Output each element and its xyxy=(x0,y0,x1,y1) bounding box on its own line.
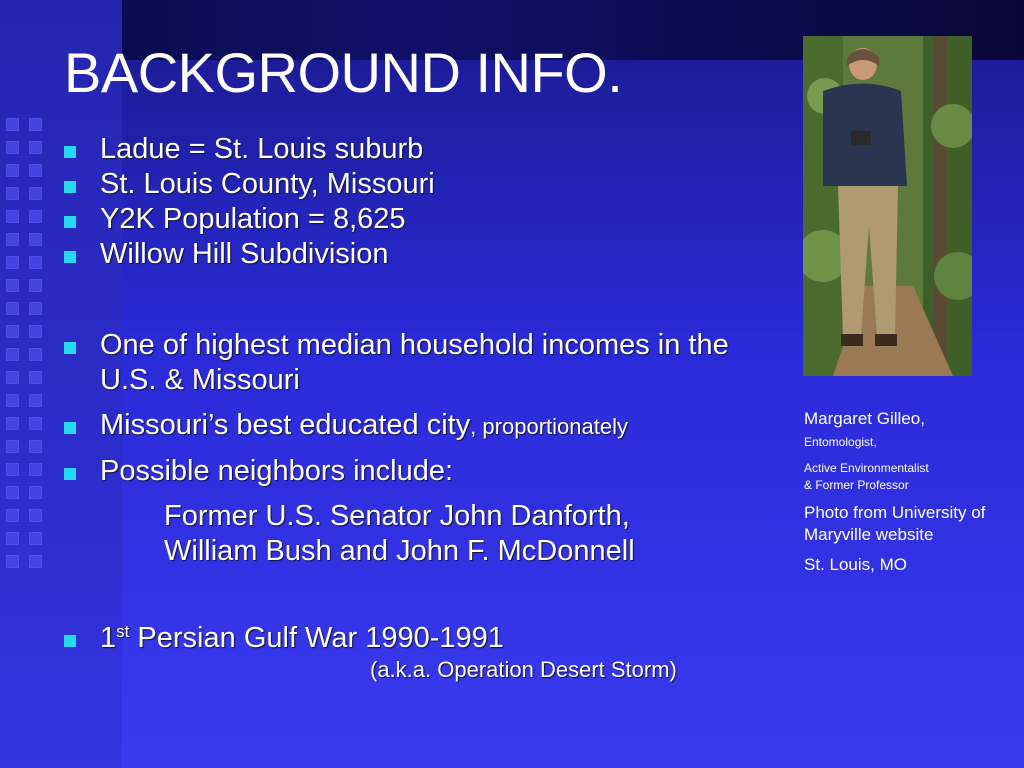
caption-roles: Active Environmentalist & Former Professor xyxy=(804,461,929,492)
square-bullet-icon xyxy=(64,422,76,434)
square-bullet-icon xyxy=(64,468,76,480)
bullet-item: Y2K Population = 8,625 xyxy=(62,202,772,237)
square-bullet-icon xyxy=(64,342,76,354)
portrait-photo xyxy=(803,36,972,376)
portrait-photo-illustration xyxy=(803,36,972,376)
bullet-list xyxy=(62,132,772,684)
bullet-item: Missouri’s best educated city, proportionately xyxy=(62,408,772,444)
photo-caption xyxy=(804,408,1004,584)
decorative-squares xyxy=(6,118,50,578)
square-bullet-icon xyxy=(64,181,76,193)
square-bullet-icon xyxy=(64,216,76,228)
square-bullet-icon xyxy=(64,146,76,158)
bullet-item: Possible neighbors include: xyxy=(62,454,772,489)
operation-desert-storm-note: (a.k.a. Operation Desert Storm) xyxy=(370,657,677,682)
slide-title: BACKGROUND INFO. xyxy=(64,41,623,104)
neighbor-line: William Bush and John F. McDonnell xyxy=(164,535,635,567)
bullet-item-gulf-war: 1st Persian Gulf War 1990-1991 xyxy=(62,621,772,656)
bullet-item: St. Louis County, Missouri xyxy=(62,167,772,202)
bullet-spacer xyxy=(62,272,772,328)
caption-location: St. Louis, MO xyxy=(804,555,907,574)
caption-name: Margaret Gilleo, Entomologist, xyxy=(804,409,925,449)
bullet-item: Willow Hill Subdivision xyxy=(62,237,772,272)
caption-credit: Photo from University of Maryville website xyxy=(804,503,986,544)
bullet-spacer xyxy=(62,569,772,621)
bullet-item: Ladue = St. Louis suburb xyxy=(62,132,772,167)
square-bullet-icon xyxy=(64,251,76,263)
bullet-item: One of highest median household incomes in the U.S. & Missouri xyxy=(62,328,772,398)
proportionately-note: , proportionately xyxy=(470,414,628,439)
square-bullet-icon xyxy=(64,635,76,647)
neighbor-line: Former U.S. Senator John Danforth, xyxy=(164,500,630,532)
